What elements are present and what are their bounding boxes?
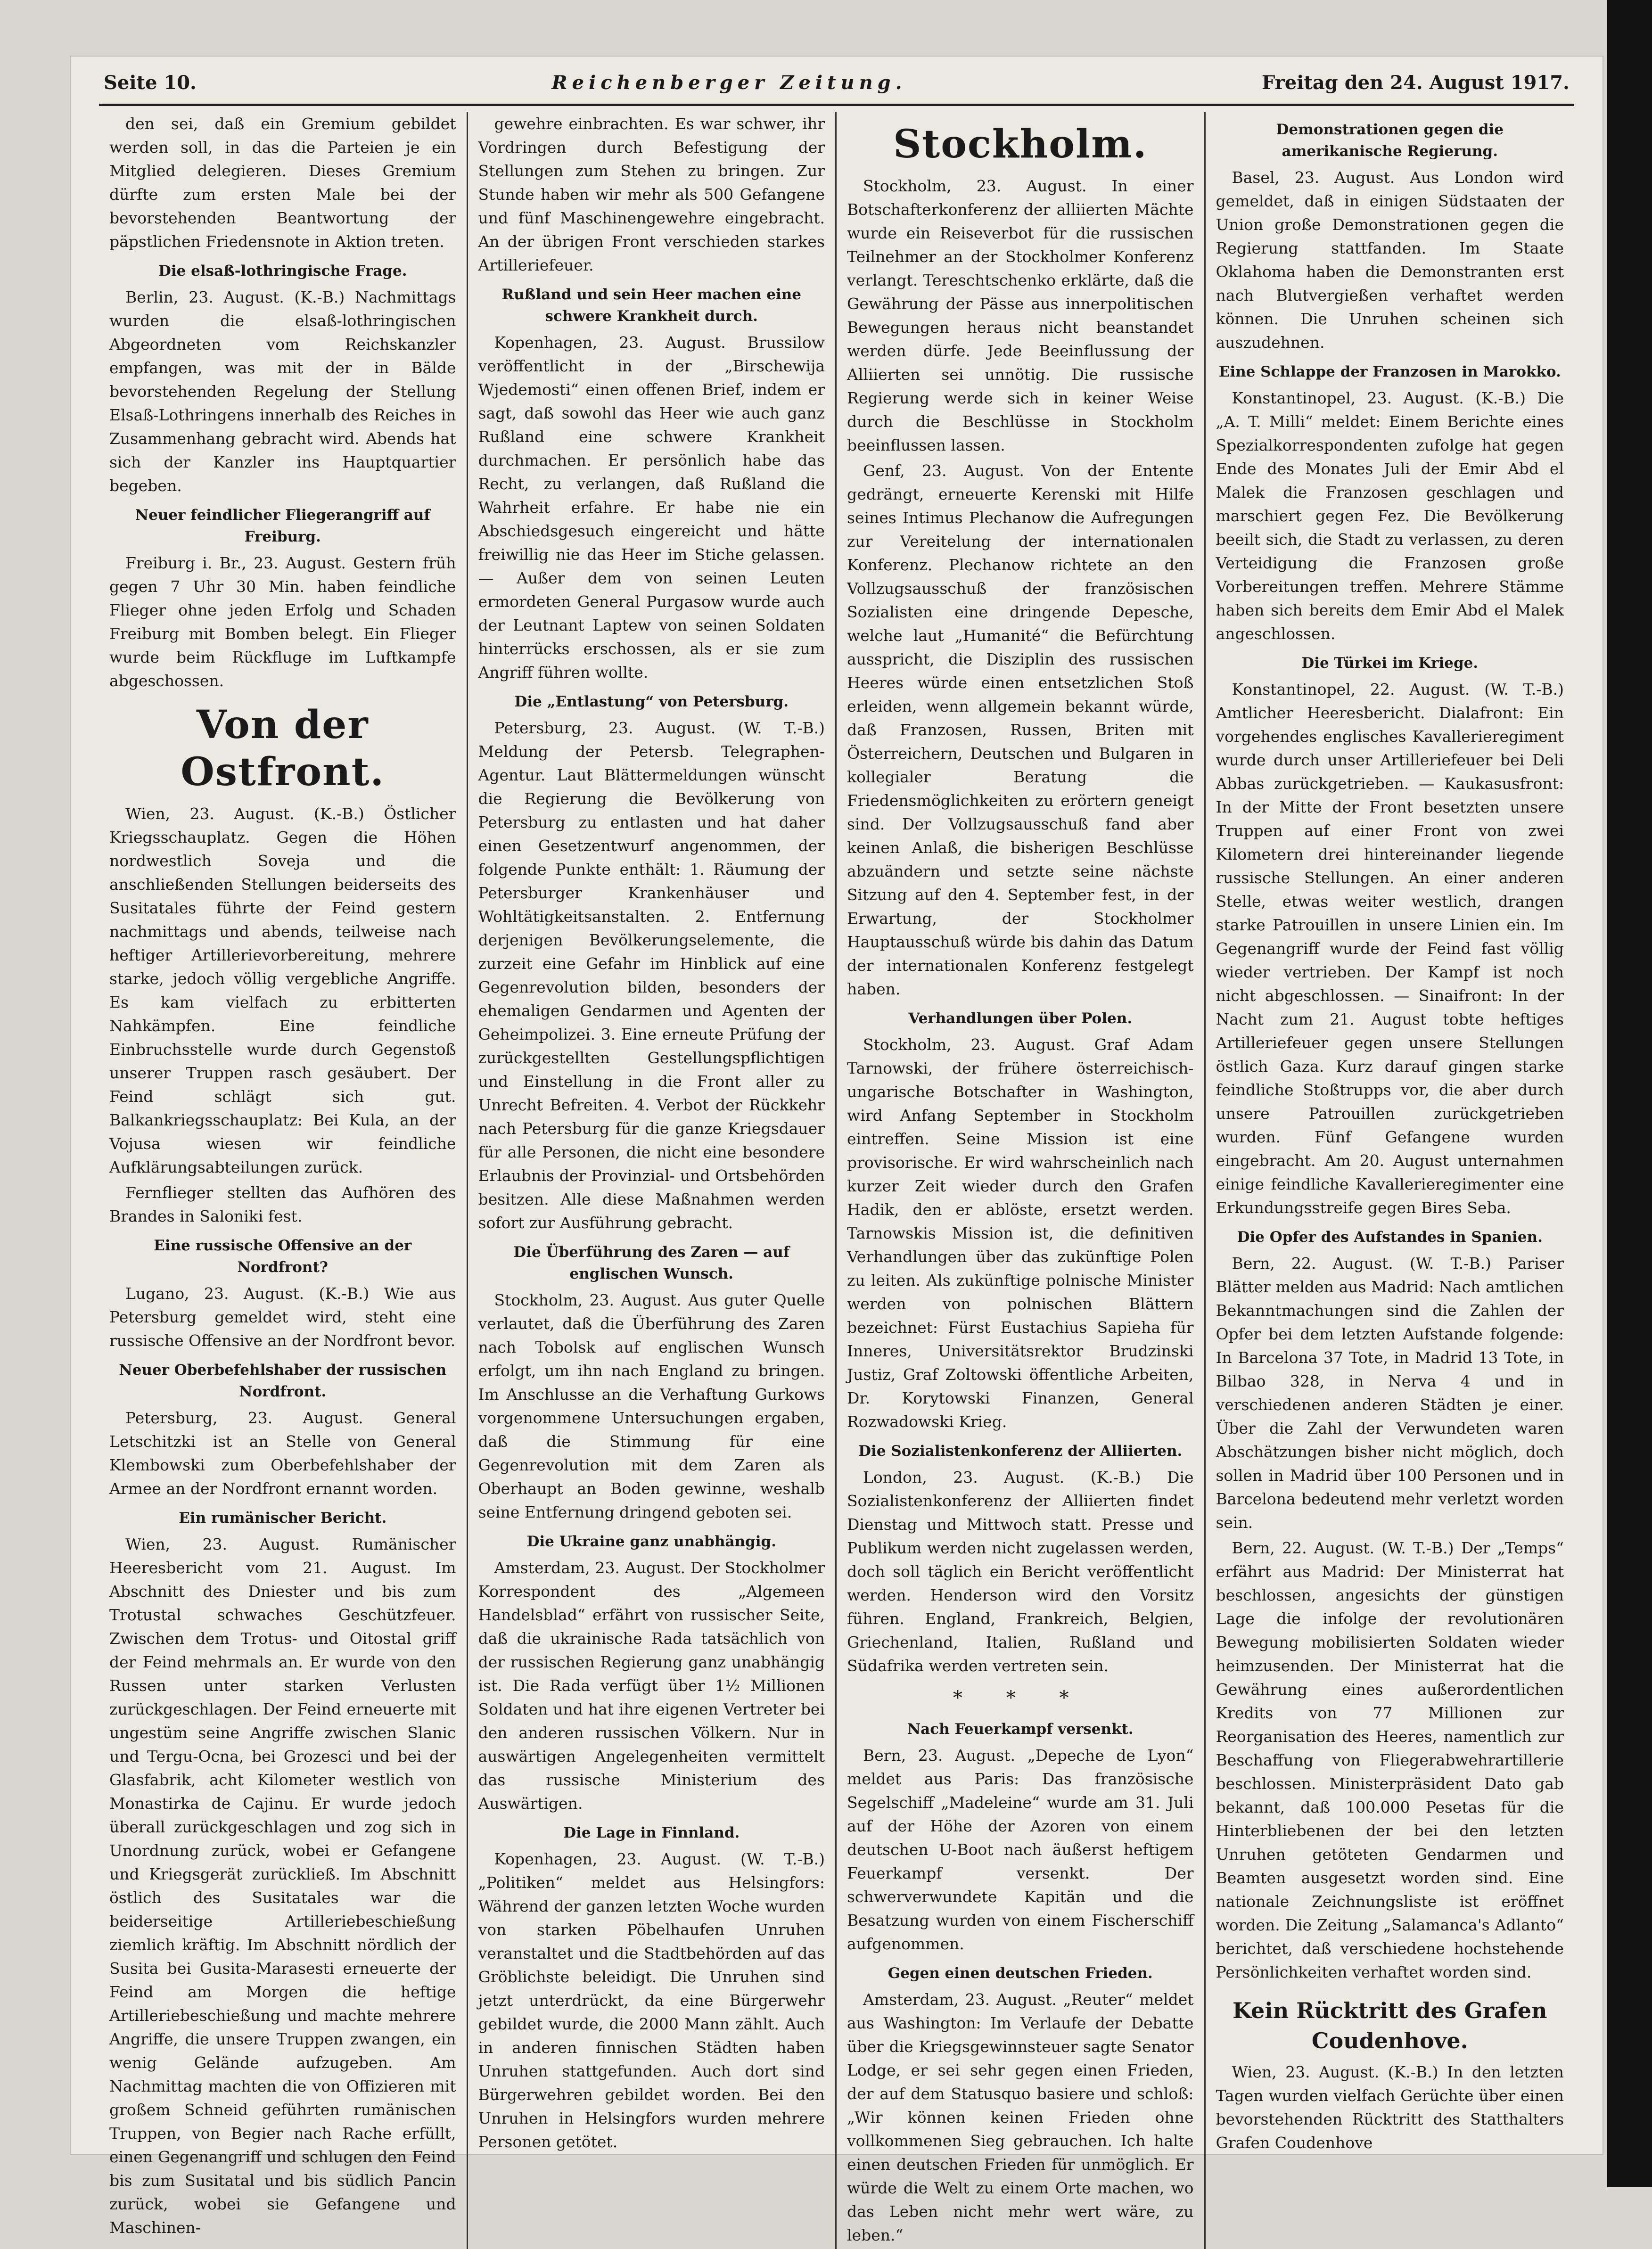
article-headline: Neuer Oberbefehlshaber der russischen Nordfront. [119, 1362, 447, 1400]
article-paragraph: Kopenhagen, 23. August. Brussilow veröffentlicht in der „Birschewija Wjedemosti“ einen offenen Brief, indem er sagt, daß sowohl das Heer wie auch ganz Rußland eine schwere Krankheit durchmachen. Er persönlich habe das Recht, zu verlangen, daß Rußland die Wahrheit erfahre. Er habe nie ein Abschiedsgesuch eingereicht und hätte freiwillig nie das Heer im Stiche gelassen. — Außer dem von seinen Leuten ermordeten General Purgasow wurde auch der Leutnant Laptew von seinen Soldaten hinterrücks erschossen, als er sie zum Angriff führen wollte. [478, 333, 825, 681]
section-heading: Stockholm. [893, 122, 1148, 167]
column-3 [837, 112, 1206, 2249]
article-headline: Die Sozialistenkonferenz der Alliierten. [858, 1443, 1183, 1460]
article-paragraph: Stockholm, 23. August. Graf Adam Tarnowski, der frühere österreichisch-ungarische Botschafter in Washington, wird Anfang September in Stockholm eintreffen. Seine Mission ist eine provisorische. Er wird wahrscheinlich nach kurzer Zeit wieder durch den Grafen Hadik, den er ablöste, ersetzt werden. Tarnowskis Mission ist, die definitiven Verhandlungen über das zukünftige Polen zu leiten. Als zukünftige polnische Minister werden von polnischen Blättern bezeichnet: Fürst Eustachius Sapieha für Inneres, Universitätsrektor Brudzinski Justiz, Graf Zoltowski öffentliche Arbeiten, Dr. Korytowski Finanzen, General Rozwadowski Krieg. [847, 1035, 1194, 1431]
article-paragraph: Wien, 23. August. (K.-B.) Östlicher Kriegsschauplatz. Gegen die Höhen nordwestlich Soveja und die anschließenden Stellungen beiderseits des Susitatales führte der Feind gestern nachmittags und abends, teilweise nach heftiger Artillerievorbereitung, mehrere starke, jedoch völlig vergebliche Angriffe. Es kam vielfach zu erbitterten Nahkämpfen. Eine feindliche Einbruchsstelle wurde durch Gegenstoß unserer Truppen rasch gesäubert. Der Feind schlägt sich gut. Balkankriegsschauplatz: Bei Kula, an der Vojusa wiesen wir feindliche Aufklärungsabteilungen zurück. [109, 804, 456, 1176]
article-headline: Eine Schlappe der Franzosen in Marokko. [1218, 363, 1561, 380]
article-headline: Eine russische Offensive an der Nordfront? [154, 1237, 412, 1276]
header-rule [99, 104, 1574, 106]
article-headline: Rußland und sein Heer machen eine schwere Krankheit durch. [501, 286, 802, 325]
article-paragraph: Lugano, 23. August. (K.-B.) Wie aus Petersburg gemeldet wird, steht eine russische Offensive an der Nordfront bevor. [109, 1284, 456, 1350]
article-paragraph: Genf, 23. August. Von der Entente gedrängt, erneuerte Kerenski mit Hilfe seines Intimus Plechanow die Aufregungen zur Vereitelung der internationalen Konferenz. Plechanow richtete an den Vollzugsausschuß der französischen Sozialisten eine dringende Depesche, welche laut „Humanité“ die Befürchtung ausspricht, die Disziplin des russischen Heeres würde einen entsetzlichen Stoß erleiden, wenn allgemein bekannt würde, daß Franzosen, Russen, Briten mit Österreichern, Deutschen und Bulgaren in kollegialer Beratung die Friedensmöglichkeiten zu erörtern geneigt sind. Der Vollzugsausschuß fand aber keinen Anlaß, die bisherigen Beschlüsse abzuändern und setzte seine nächste Sitzung auf den 4. September fest, in der Erwartung, der Stockholmer Hauptausschuß würde bis dahin das Datum der internationalen Konferenz festgelegt haben. [847, 461, 1194, 998]
article-headline: Ein rumänischer Bericht. [179, 1510, 387, 1527]
section-heading: Kein Rücktritt des Grafen Coudenhove. [1233, 1998, 1547, 2053]
article-headline: Nach Feuerkampf versenkt. [907, 1721, 1134, 1738]
article-headline: Die Überführung des Zaren — auf englischen Wunsch. [513, 1244, 790, 1282]
article-paragraph: den sei, daß ein Gremium gebildet werden soll, in das die Parteien je ein Mitglied delegieren. Dieses Gremium dürfte zum ersten Male bei der bevorstehenden Beantwortung der päpstlichen Friedensnote in Aktion treten. [109, 115, 456, 251]
scan-edge [1607, 0, 1652, 2187]
newspaper-page [71, 57, 1603, 2244]
article-headline: Verhandlungen über Polen. [908, 1010, 1133, 1027]
article-headline: Neuer feindlicher Fliegerangriff auf Freiburg. [135, 507, 430, 545]
article-paragraph: London, 23. August. (K.-B.) Die Sozialistenkonferenz der Alliierten findet Dienstag und Mittwoch statt. Presse und Publikum werden nicht zugelassen werden, doch soll täglich ein Bericht veröffentlicht werden. Henderson wird den Vorsitz führen. England, Frankreich, Belgien, Griechenland, Italien, Rußland und Südafrika werden vertreten sein. [847, 1468, 1194, 1675]
article-paragraph: Wien, 23. August. (K.-B.) In den letzten Tagen wurden vielfach Gerüchte über einen bevorstehenden Rücktritt des Statthalters Grafen Coudenhove [1216, 2063, 1564, 2152]
article-paragraph: Freiburg i. Br., 23. August. Gestern früh gegen 7 Uhr 30 Min. haben feindliche Flieger ohne jeden Erfolg und Schaden Freiburg mit Bomben belegt. Ein Flieger wurde beim Rückfluge im Luftkampfe abgeschossen. [109, 554, 456, 690]
article-headline: Gegen einen deutschen Frieden. [888, 1965, 1153, 1982]
article-paragraph: Basel, 23. August. Aus London wird gemeldet, daß in einigen Südstaaten der Union große Demonstrationen gegen die Regierung stattfanden. Im Staate Oklahoma haben die Demonstranten erst nach Blutvergießen verhaftet werden können. Die Unruhen scheinen sich auszudehnen. [1216, 168, 1564, 352]
article-paragraph: gewehre einbrachten. Es war schwer, ihr Vordringen durch Befestigung der Stellungen zum Stehen zu bringen. Zur Stunde haben wir mehr als 500 Gefangene und fünf Maschinengewehre eingebracht. An der übrigen Front verschieden starkes Artilleriefeuer. [478, 115, 825, 274]
article-paragraph: Bern, 22. August. (W. T.-B.) Der „Temps“ erfährt aus Madrid: Der Ministerrat hat beschlossen, angesichts der günstigen Lage die infolge der revolutionären Bewegung mobilisierten Soldaten wieder heimzusenden. Der Ministerrat hat die Gewährung eines außerordentlichen Kredits von 77 Millionen zur Reorganisation des Heeres, namentlich zur Beschaffung von Fliegerabwehrartillerie beschlossen. Ministerpräsident Dato gab bekannt, daß 100.000 Pesetas für die Hinterbliebenen der bei den letzten Unruhen getöteten Gendarmen und Beamten ausgesetzt worden sind. Eine nationale Zeichnungsliste ist eröffnet worden. Die Zeitung „Salamanca's Adlanto“ berichtet, daß verschiedene hochstehende Persönlichkeiten verhaftet worden sind. [1216, 1539, 1564, 1981]
article-headline: Demonstrationen gegen die amerikanische Regierung. [1276, 121, 1504, 160]
article-paragraph: Kopenhagen, 23. August. (W. T.-B.) „Politiken“ meldet aus Helsingfors: Während der ganzen letzten Woche wurden von starken Pöbelhaufen Unruhen veranstaltet und die Stadtbehörden auf das Gröblichste beleidigt. Die Unruhen sind jetzt unterdrückt, da eine Bürgerwehr gebildet wurde, die 2000 Mann zählt. Auch in anderen finnischen Städten haben Unruhen stattgefunden. Auch dort sind Bürgerwehren gebildet worden. Bei den Unruhen in Helsingfors wurden mehrere Personen getötet. [478, 1850, 825, 2151]
page-number: Seite 10. [104, 71, 197, 94]
article-headline: Die elsaß-lothringische Frage. [158, 263, 407, 279]
article-paragraph: Konstantinopel, 23. August. (K.-B.) Die „A. T. Milli“ meldet: Einem Berichte eines Spezialkorrespondenten zufolge hat gegen Ende des Monates Juli der Emir Abd el Malek die Franzosen geschlagen und marschiert gegen Fez. Die Bevölkerung beeilt sich, die Stadt zu verlassen, zu deren Verteidigung die Franzosen große Vorbereitungen treffen. Mehrere Stämme haben sich bereits dem Emir Abd el Malek angeschlossen. [1216, 389, 1564, 643]
article-headline: Die Türkei im Kriege. [1301, 655, 1479, 672]
article-paragraph: Petersburg, 23. August. (W. T.-B.) Meldung der Petersb. Telegraphen-Agentur. Laut Blättermeldungen wünscht die Regierung die Bevölkerung von Petersburg zu entlasten und hat daher einen Gesetzentwurf angenommen, der folgende Punkte enthält: 1. Räumung der Petersburger Krankenhäuser und Wohltätigkeitsanstalten. 2. Entfernung derjenigen Bevölkerungselemente, die zurzeit eine Gefahr im Hinblick auf eine Gegenrevolution bilden, besonders der ehemaligen Gendarmen und Agenten der Geheimpolizei. 3. Eine erneute Prüfung der zurückgestellten Gestellungspflichtigen und Einstellung in die Front aller zu Unrecht Befreiten. 4. Verbot der Rückkehr nach Petersburg für die ganze Kriegsdauer für alle Personen, die nicht eine besondere Erlaubnis der Provinzial- und Ortsbehörden besitzen. Alle diese Maßnahmen werden sofort zur Ausführung gebracht. [478, 719, 825, 1232]
article-paragraph: Petersburg, 23. August. General Letschitzki ist an Stelle von General Klembowski zum Oberbefehlshaber der Armee an der Nordfront ernannt worden. [109, 1409, 456, 1498]
article-paragraph: Fernflieger stellten das Aufhören des Brandes in Saloniki fest. [109, 1183, 456, 1225]
column-1 [99, 112, 468, 2249]
article-paragraph: Bern, 23. August. „Depeche de Lyon“ meldet aus Paris: Das französische Segelschiff „Madeleine“ wurde am 31. Juli auf der Höhe der Azoren von einem deutschen U-Boot nach äußerst heftigem Feuerkampf versenkt. Der schwerverwundete Kapitän und die Besatzung wurden von einem Fischerschiff aufgenommen. [847, 1746, 1194, 1953]
section-heading: Von der Ostfront. [181, 702, 385, 795]
article-paragraph: Konstantinopel, 22. August. (W. T.-B.) Amtlicher Heeresbericht. Dialafront: Ein vorgehendes englisches Kavallerieregiment wurde durch unser Artilleriefeuer bei Deli Abbas zurückgetrieben. — Kaukasusfront: In der Mitte der Front besetzten unsere Truppen auf einer Front von zwei Kilometern drei hintereinander liegende russische Stellungen. An einer anderen Stelle, etwas weiter westlich, drangen starke Patrouillen in unsere Linien ein. Im Gegenangriff wurde der Feind fast völlig wieder vertrieben. Der Kampf ist noch nicht abgeschlossen. — Sinaifront: In der Nacht zum 21. August tobte heftiges Artilleriefeuer gegen unsere Stellungen östlich Gaza. Kurz darauf gingen starke feindliche Stoßtrupps vor, die aber durch unsere Patrouillen zurückgetrieben wurden. Fünf Gefangene wurden eingebracht. Am 20. August unternahmen einige feindliche Kavallerieregimenter eine Erkundungsstreife gegen Bires Seba. [1216, 680, 1564, 1217]
issue-date: Freitag den 24. August 1917. [1261, 71, 1570, 94]
newspaper-title: Reichenberger Zeitung. [551, 71, 907, 94]
article-paragraph: Stockholm, 23. August. Aus guter Quelle verlautet, daß die Überführung des Zaren nach Tobolsk auf englischen Wunsch erfolgt, um ihn nach England zu bringen. Im Anschlusse an die Verhaftung Gurkows vorgenommene Untersuchungen ergaben, daß die Stimmung für eine Gegenrevolution mit dem Zaren als Oberhaupt an Boden gewinne, weshalb seine Entfernung dringend geboten sei. [478, 1291, 825, 1521]
article-paragraph: Bern, 22. August. (W. T.-B.) Pariser Blätter melden aus Madrid: Nach amtlichen Bekanntmachungen sind die Zahlen der Opfer bei dem letzten Aufstande folgende: In Barcelona 37 Tote, in Madrid 13 Tote, in Bilbao 328, in Nerva 4 und in verschiedenen anderen Städten je einer. Über die Zahl der Verwundeten waren Abschätzungen bisher nicht möglich, doch sollen in Madrid über 100 Personen und in Barcelona bedeutend mehr verletzt worden sein. [1216, 1254, 1564, 1532]
separator-stars: * * * [953, 1687, 1088, 1709]
article-paragraph: Stockholm, 23. August. In einer Botschafterkonferenz der alliierten Mächte wurde ein Reiseverbot für die russischen Teilnehmer an der Stockholmer Konferenz verlangt. Tereschtschenko erklärte, daß die Gewährung der Pässe aus innerpolitischen Bewegungen heraus nicht beanstandet werden dürfe. Jede Beeinflussung der Alliierten sei unnötig. Die russische Regierung werde sich in keiner Weise durch die Beschlüsse in Stockholm beeinflussen lassen. [847, 177, 1194, 454]
article-paragraph: Amsterdam, 23. August. „Reuter“ meldet aus Washington: Im Verlaufe der Debatte über die Kriegsgewinnsteuer sagte Senator Lodge, er sei sehr gegen einen Frieden, der auf dem Statusquo basiere und schloß: „Wir können keinen Frieden ohne vollkommenen Sieg gebrauchen. Ich halte einen deutschen Frieden für unmöglich. Er würde die Welt zu einem Orte machen, wo das Leben nicht mehr wert wäre, zu leben.“ [847, 1990, 1194, 2244]
article-headline: Die Opfer des Aufstandes in Spanien. [1237, 1229, 1543, 1246]
article-headline: Die „Entlastung“ von Petersburg. [514, 693, 789, 710]
columns [99, 112, 1574, 2244]
article-paragraph: Berlin, 23. August. (K.-B.) Nachmittags wurden die elsaß-lothringischen Abgeordneten vom Reichskanzler empfangen, was mit der in Bälde bevorstehenden Regelung der Stellung Elsaß-Lothringens innerhalb des Reiches in Zusammenhang gebracht wird. Abends hat sich der Kanzler ins Hauptquartier begeben. [109, 288, 456, 495]
article-paragraph: Amsterdam, 23. August. Der Stockholmer Korrespondent des „Algemeen Handelsblad“ erfährt von russischer Seite, daß die ukrainische Rada tatsächlich von der russischen Regierung ganz unabhängig ist. Die Rada verfügt über 1½ Millionen Soldaten und hat ihre eigenen Vertreter bei den anderen russischen Völkern. Nur in auswärtigen Angelegenheiten vermittelt das russische Ministerium des Auswärtigen. [478, 1559, 825, 1813]
article-headline: Die Ukraine ganz unabhängig. [526, 1533, 777, 1550]
column-4 [1206, 112, 1575, 2249]
article-headline: Die Lage in Finnland. [563, 1824, 740, 1841]
column-2 [468, 112, 837, 2249]
article-paragraph: Wien, 23. August. Rumänischer Heeresbericht vom 21. August. Im Abschnitt des Dniester und bis zum Trotustal schwaches Geschützfeuer. Zwischen dem Trotus- und Oitostal griff der Feind mehrmals an. Er wurde von den Russen unter starken Verlusten zurückgeschlagen. Der Feind erneuerte mit ungestüm seine Angriffe zwischen Slanic und Tergu-Ocna, bei Grozesci und bei der Glasfabrik, acht Kilometer westlich von Monastirka de Cajinu. Er wurde jedoch überall zurückgeschlagen und zog sich in Unordnung zurück, wobei er Gefangene und Kriegsgerät zurückließ. Im Abschnitt östlich des Susitatales war die beiderseitige Artilleriebeschießung ziemlich kräftig. Im Abschnitt nördlich der Susita bei Gusita-Marasesti erneuerte der Feind am Morgen die heftige Artilleriebeschießung und machte mehrere Angriffe, die unsere Truppen zwangen, ein wenig Gelände aufzugeben. Am Nachmittag machten die von Offizieren mit großem Schneid geführten rumänischen Truppen, von Begier nach Rache erfüllt, einen Gegenangriff und schlugen den Feind bis zum Susitatal und bis südlich Pancin zurück, wobei sie Gefangene und Maschinen- [109, 1535, 456, 2237]
page-header [104, 66, 1570, 99]
